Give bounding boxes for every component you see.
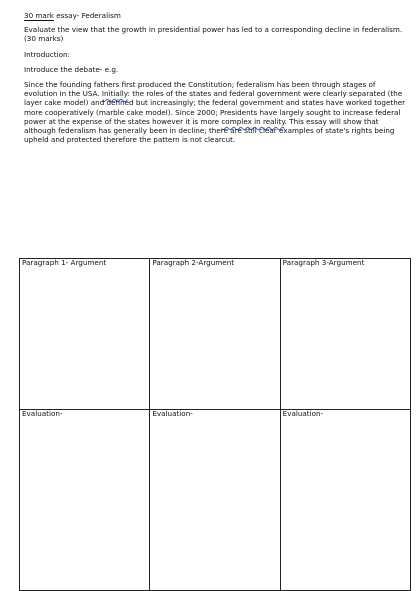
evaluation-label-1: Evaluation- — [22, 409, 63, 418]
evaluation-row — [20, 410, 411, 591]
intro-instruction: Introduce the debate- e.g. — [24, 64, 119, 74]
argument-cell-3[interactable] — [280, 259, 410, 410]
evaluation-label-2: Evaluation- — [152, 409, 193, 418]
essay-title — [24, 11, 410, 20]
evaluation-cell-3[interactable] — [280, 410, 410, 591]
argument-label-2: Paragraph 2-Argument — [152, 258, 235, 267]
evaluation-cell-2[interactable] — [150, 410, 280, 591]
intro-heading: Introduction: — [24, 49, 70, 59]
argument-cell-2[interactable] — [150, 259, 280, 410]
argument-row — [20, 259, 411, 410]
intro-text-2: : the roles of the states and federal government were clearly separated (the layer cake model) and defined but increasingly; the federal government and states have worked together more cooperatively (marble cake model). Since 2000; Presidents have largely sought to increase federal power at the expense of the states however it is more — [24, 89, 406, 126]
argument-label-3: Paragraph 3-Argument — [282, 258, 365, 267]
intro-paragraph — [24, 80, 410, 144]
spelling-flag-initially: Initially — [101, 89, 128, 99]
document-body — [24, 11, 410, 150]
intro-text-3: . This essay will show that although federalism has generally been in decline; there are still clear examples of state's rights being upheld and protected therefore the pattern is not clearcut. — [24, 116, 395, 145]
argument-label-1: Paragraph 1- Argument — [22, 258, 107, 267]
evaluation-cell-1[interactable] — [20, 410, 150, 591]
intro-text-1: Since the founding fathers first produced the Constitution; federalism has been through stages of evolution in the USA. — [24, 80, 376, 99]
essay-plan-table — [19, 258, 411, 591]
spelling-flag-complex: complex in reality — [221, 116, 285, 126]
argument-cell-1[interactable] — [20, 259, 150, 410]
essay-question: Evaluate the view that the growth in presidential power has led to a corresponding decline in federalism. (30 marks) — [24, 25, 403, 44]
title-mark-count: 30 mark — [24, 11, 54, 20]
evaluation-label-3: Evaluation- — [282, 409, 324, 418]
title-topic: essay- Federalism — [53, 11, 121, 20]
